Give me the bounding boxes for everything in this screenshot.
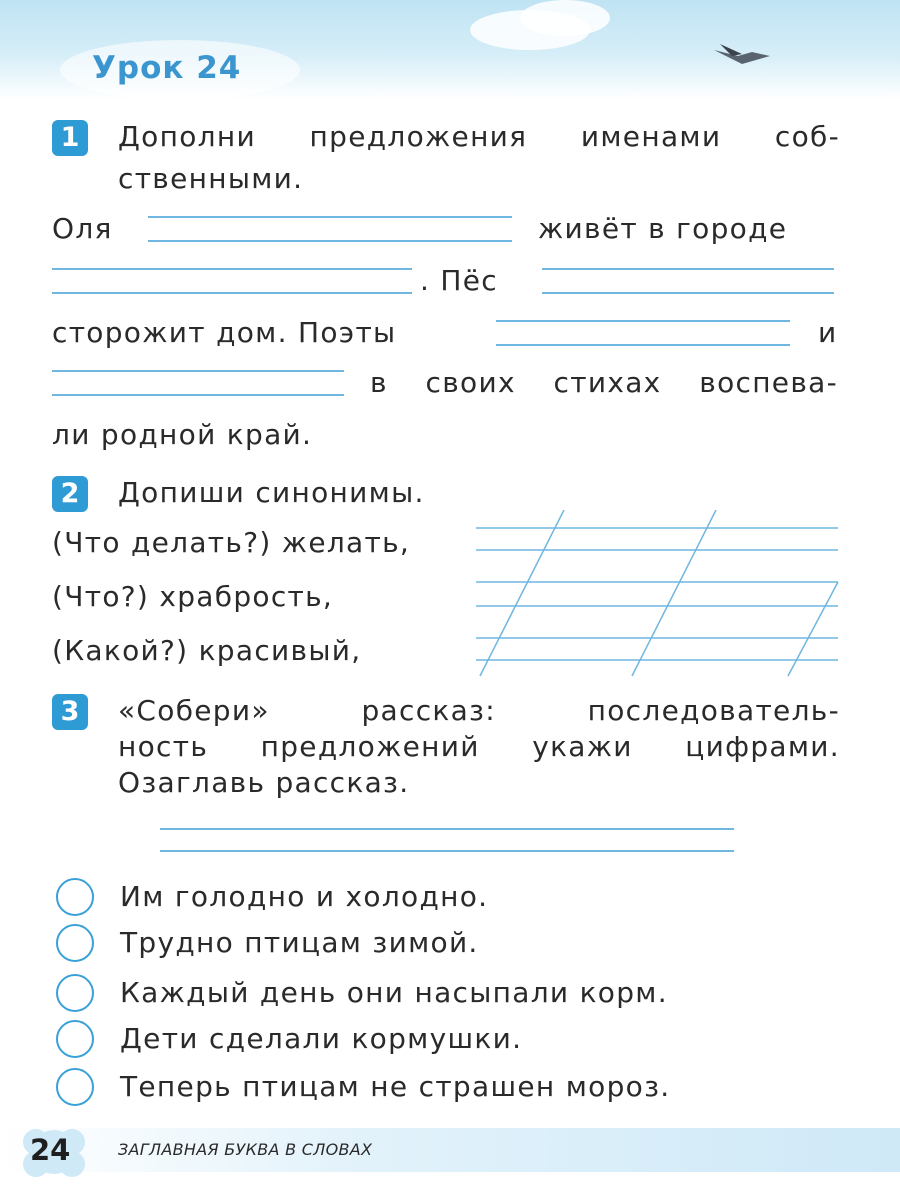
synonym-prompt: (Что делать?) желать, — [52, 526, 411, 559]
order-number-circle[interactable] — [56, 878, 94, 916]
answer-line[interactable] — [52, 268, 412, 270]
footer-topic: ЗАГЛАВНАЯ БУКВА В СЛОВАХ — [118, 1140, 373, 1159]
order-number-circle[interactable] — [56, 924, 94, 962]
answer-line[interactable] — [52, 370, 344, 372]
answer-line[interactable] — [52, 394, 344, 396]
task3-instruction-part: «Собери» — [118, 694, 270, 727]
lesson-title: Урок 24 — [92, 50, 242, 86]
synonym-writing-grid[interactable] — [476, 510, 842, 680]
sentence-text: в своих стихах воспева- — [370, 366, 838, 399]
sentence-text: . Пёс — [420, 264, 498, 297]
story-sentence: Им голодно и холодно. — [120, 880, 489, 913]
story-sentence: Трудно птицам зимой. — [120, 926, 479, 959]
story-sentence: Каждый день они насыпали корм. — [120, 976, 668, 1009]
order-number-circle[interactable] — [56, 1020, 94, 1058]
sentence-text: и — [818, 316, 838, 349]
bird-icon — [712, 42, 772, 72]
sentence-text: сторожит дом. Поэты — [52, 316, 397, 349]
task-number-badge: 3 — [52, 694, 88, 730]
synonym-prompt: (Что?) храбрость, — [52, 580, 334, 613]
answer-line[interactable] — [148, 216, 512, 218]
cloud-decoration — [520, 0, 610, 36]
task1-instruction-cont: ственными. — [118, 162, 304, 195]
task3-instruction-part: последователь- — [587, 694, 840, 727]
sentence-text: ли родной край. — [52, 418, 313, 451]
order-number-circle[interactable] — [56, 974, 94, 1012]
task3-instruction-line1 — [118, 694, 840, 727]
answer-line[interactable] — [496, 344, 790, 346]
task2-instruction: Допиши синонимы. — [118, 476, 425, 509]
task-number-badge: 2 — [52, 476, 88, 512]
story-title-line[interactable] — [160, 828, 734, 830]
story-sentence: Дети сделали кормушки. — [120, 1022, 523, 1055]
story-title-line[interactable] — [160, 850, 734, 852]
task3-instruction-line2: ность предложений укажи цифрами. — [118, 730, 840, 763]
answer-line[interactable] — [542, 268, 834, 270]
story-sentence: Теперь птицам не страшен мороз. — [120, 1070, 671, 1103]
task3-instruction-part: рассказ: — [361, 694, 496, 727]
task-number-badge: 1 — [52, 120, 88, 156]
answer-line[interactable] — [496, 320, 790, 322]
synonym-prompt: (Какой?) красивый, — [52, 634, 362, 667]
sentence-text: живёт в городе — [538, 212, 788, 245]
answer-line[interactable] — [542, 292, 834, 294]
answer-line[interactable] — [52, 292, 412, 294]
task3-instruction-line3: Озаглавь рассказ. — [118, 766, 410, 799]
page-number: 24 — [30, 1133, 71, 1167]
answer-line[interactable] — [148, 240, 512, 242]
order-number-circle[interactable] — [56, 1068, 94, 1106]
sentence-text: Оля — [52, 212, 113, 245]
task1-instruction: Дополни предложения именами соб- — [118, 120, 840, 153]
